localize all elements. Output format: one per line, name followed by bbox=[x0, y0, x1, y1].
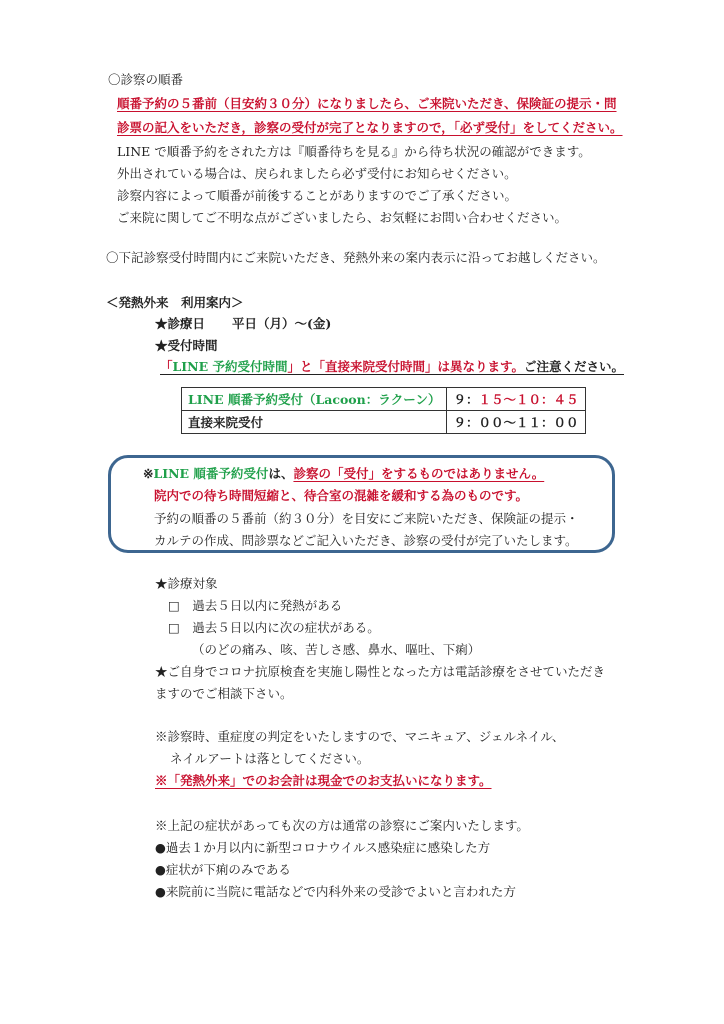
notice-line-word: LINE 順番予約受付 bbox=[153, 466, 269, 481]
note-line-word: LINE 予約受付時間 bbox=[172, 359, 288, 374]
order-red-line-1: 順番予約の５番前（目安約３０分）になりましたら、ご来院いただき、保険証の提示・問 bbox=[117, 96, 617, 111]
list-item: ●過去１か月以内に新型コロナウイルス感染症に感染した方 bbox=[155, 840, 491, 855]
list-item: □ 過去５日以内に次の症状がある。 bbox=[168, 620, 380, 635]
visit-notice: 〇下記診察受付時間内にご来院いただき、発熱外来の案内表示に沿ってお越しください。 bbox=[106, 250, 606, 265]
note-open-bracket: 「 bbox=[160, 359, 173, 374]
notice-line-3: 予約の順番の５番前（約３０分）を目安にご来院いただき、保険証の提示・ bbox=[154, 511, 579, 526]
nail-note-line-2: ネイルアートは落としてください。 bbox=[170, 751, 370, 766]
list-item: ●来院前に当院に電話などで内科外来の受診でよいと言われた方 bbox=[155, 884, 516, 899]
order-heading: 〇診察の順番 bbox=[108, 72, 184, 87]
list-item: ●症状が下痢のみである bbox=[155, 862, 291, 877]
nail-note-line-1: ※診察時、重症度の判定をいたしますので、マニキュア、ジェルネイル、 bbox=[155, 729, 565, 744]
cash-payment-note: ※「発熱外来」でのお会計は現金でのお支払いになります。 bbox=[155, 773, 492, 788]
order-line-inquiries: ご来院に関してご不明な点がございましたら、お気軽にお問い合わせください。 bbox=[117, 210, 568, 225]
line-reception-label: LINE 順番予約受付（Lacoon：ラクーン） bbox=[182, 388, 447, 411]
table-row bbox=[182, 388, 586, 411]
notice-not-reception: 診察の「受付」をするものではありません。 bbox=[293, 466, 545, 481]
time-rest: １５～１０：４５ bbox=[478, 392, 579, 407]
time-start: ９： bbox=[453, 392, 479, 407]
notice-connector: は、 bbox=[268, 466, 294, 481]
direct-reception-label: 直接来院受付 bbox=[182, 411, 447, 434]
list-item: □ 過去５日以内に発熱がある bbox=[168, 598, 343, 613]
antigen-note-line-1: ★ご自身でコロナ抗原検査を実施し陽性となった方は電話診療をさせていただき bbox=[155, 664, 606, 679]
targets-heading: ★診療対象 bbox=[155, 576, 218, 591]
time-start: ９： bbox=[453, 415, 479, 430]
fever-days-label: ★診療日 bbox=[155, 316, 206, 331]
reception-times-table bbox=[181, 387, 586, 434]
notice-line-2: 院内での待ち時間短縮と、待合室の混雑を緩和する為のものです。 bbox=[154, 488, 529, 503]
time-rest: ００～１１：００ bbox=[478, 415, 579, 430]
notice-line-1 bbox=[143, 466, 544, 482]
fever-days-value: 平日（月）～(金) bbox=[232, 316, 332, 331]
antigen-note-line-2: ますのでご相談下さい。 bbox=[155, 686, 293, 701]
order-red-line-2: 診票の記入をいただき，診察の受付が完了となりますので，「必ず受付」をしてください。 bbox=[117, 120, 623, 135]
order-line-line-check: LINE で順番予約をされた方は『順番待ちを見る』から待ち状況の確認ができます。 bbox=[117, 144, 591, 159]
direct-reception-time bbox=[447, 411, 585, 434]
order-line-going-out: 外出されている場合は、戻られましたら必ず受付にお知らせください。 bbox=[117, 166, 517, 181]
table-row bbox=[182, 411, 586, 434]
order-line-order-change: 診察内容によって順番が前後することがありますのでご了承ください。 bbox=[117, 188, 518, 203]
notice-line-4: カルテの作成、問診票などご記入いただき、診察の受付が完了いたします。 bbox=[154, 533, 578, 548]
fever-reception-label: ★受付時間 bbox=[155, 338, 218, 353]
reception-difference-note bbox=[160, 359, 624, 375]
note-middle: 」と「直接来院受付時間」は異なります。 bbox=[287, 359, 524, 374]
line-reception-time bbox=[447, 388, 585, 411]
fever-title: ＜発熱外来 利用案内＞ bbox=[106, 295, 244, 310]
symptoms-list: （のどの痛み、咳、苦しさ感、鼻水、嘔吐、下痢） bbox=[192, 642, 481, 657]
exceptions-heading: ※上記の症状があっても次の方は通常の診察にご案内いたします。 bbox=[155, 818, 529, 833]
note-tail: ご注意ください。 bbox=[523, 359, 624, 374]
notice-prefix: ※ bbox=[143, 466, 154, 481]
